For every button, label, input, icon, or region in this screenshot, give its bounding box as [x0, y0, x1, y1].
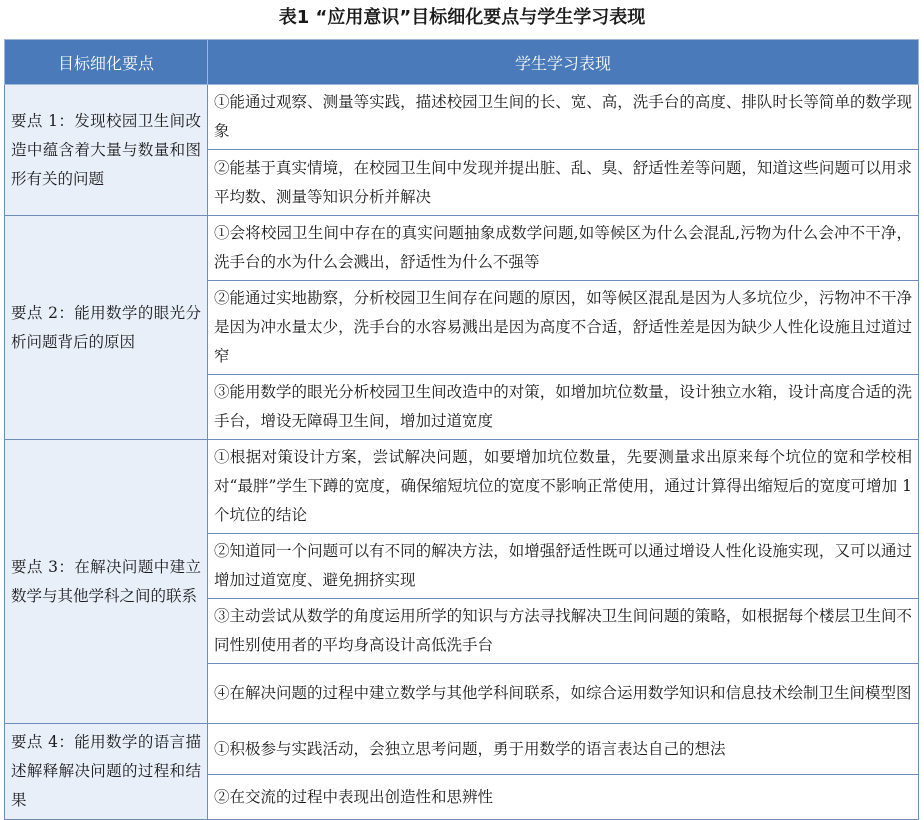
goal-point-4: 要点 4：能用数学的语言描述解释解决问题的过程和结果	[5, 724, 208, 820]
goal-point-3: 要点 3：在解决问题中建立数学与其他学科之间的联系	[5, 440, 208, 724]
table-row	[5, 724, 919, 775]
header-goal-points: 目标细化要点	[5, 40, 208, 85]
performance-item: ③主动尝试从数学的角度运用所学的知识与方法寻找解决卫生间问题的策略，如根据每个楼层卫生间不同性别使用者的平均身高设计高低洗手台	[208, 599, 919, 664]
performance-item: ①积极参与实践活动，会独立思考问题，勇于用数学的语言表达自己的想法	[208, 724, 919, 775]
goal-point-1: 要点 1：发现校园卫生间改造中蕴含着大量与数量和图形有关的问题	[5, 85, 208, 216]
table-row	[5, 85, 919, 150]
goal-point-2: 要点 2：能用数学的眼光分析问题背后的原因	[5, 216, 208, 440]
performance-item: ②能基于真实情境，在校园卫生间中发现并提出脏、乱、臭、舒适性差等问题，知道这些问题可以用求平均数、测量等知识分析并解决	[208, 150, 919, 216]
performance-item: ②能通过实地勘察，分析校园卫生间存在问题的原因，如等候区混乱是因为人多坑位少，污物冲不干净是因为冲水量太少，洗手台的水容易溅出是因为高度不合适，舒适性差是因为缺少人性化设施且过道过窄	[208, 281, 919, 375]
goals-table	[4, 39, 919, 820]
table-row	[5, 216, 919, 281]
performance-item: ①能通过观察、测量等实践，描述校园卫生间的长、宽、高，洗手台的高度、排队时长等简单的数学现象	[208, 85, 919, 150]
performance-item: ④在解决问题的过程中建立数学与其他学科间联系，如综合运用数学知识和信息技术绘制卫生间模型图	[208, 664, 919, 724]
performance-item: ②在交流的过程中表现出创造性和思辨性	[208, 775, 919, 820]
performance-item: ②知道同一个问题可以有不同的解决方法，如增强舒适性既可以通过增设人性化设施实现，又可以通过增加过道宽度、避免拥挤实现	[208, 534, 919, 599]
performance-item: ①根据对策设计方案，尝试解决问题，如要增加坑位数量，先要测量求出原来每个坑位的宽和学校相对“最胖”学生下蹲的宽度，确保缩短坑位的宽度不影响正常使用，通过计算得出缩短后的宽度可增加 1 个坑位的结论	[208, 440, 919, 534]
header-row	[5, 40, 919, 85]
table-title: 表1 “应用意识”目标细化要点与学生学习表现	[278, 7, 646, 28]
performance-item: ③能用数学的眼光分析校园卫生间改造中的对策，如增加坑位数量，设计独立水箱，设计高度合适的洗手台，增设无障碍卫生间，增加过道宽度	[208, 375, 919, 440]
table-row	[5, 440, 919, 534]
performance-item: ①会将校园卫生间中存在的真实问题抽象成数学问题,如等候区为什么会混乱,污物为什么会冲不干净，洗手台的水为什么会溅出，舒适性为什么不强等	[208, 216, 919, 281]
header-learning-performance: 学生学习表现	[208, 40, 919, 85]
